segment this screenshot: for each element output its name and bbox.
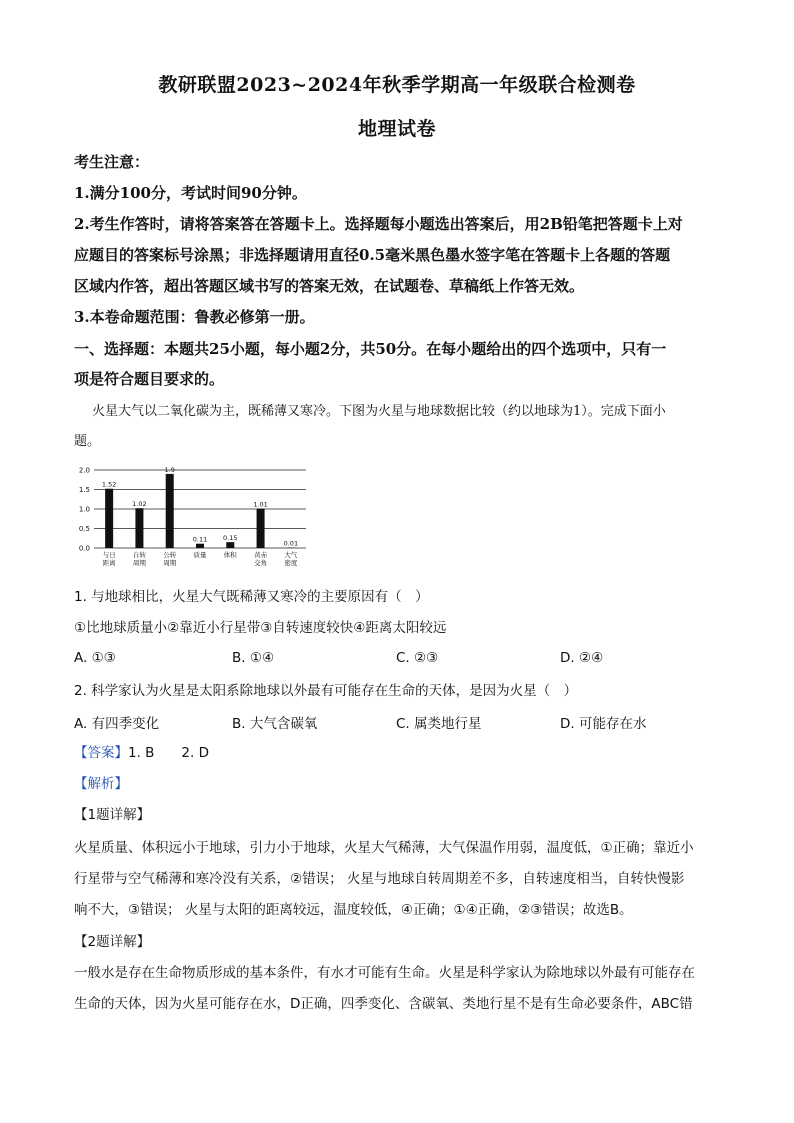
bar (166, 474, 174, 548)
question-2-stem: 2. 科学家认为火星是太阳系除地球以外最有可能存在生命的天体，是因为火星（ ） (74, 683, 578, 699)
bar-value-label: 1.01 (253, 500, 268, 509)
y-tick-label: 0.5 (78, 525, 90, 533)
answer-label: 【答案】 (74, 745, 128, 761)
passage-line-1: 火星大气以二氧化碳为主，既稀薄又寒冷。下图为火星与地球数据比较（约以地球为1）。完成下面小 (92, 404, 666, 419)
notice-item-2-line-2: 应题目的答案标号涂黑；非选择题请用直径0.5毫米黑色墨水签字笔在答题卡上各题的答题 (74, 246, 671, 264)
question-2-option-a: A. 有四季变化 (74, 716, 160, 732)
notice-item-2-line-3: 区域内作答，超出答题区域书写的答案无效，在试题卷、草稿纸上作答无效。 (74, 277, 585, 295)
bar-value-label: 0.15 (223, 534, 238, 543)
bar-value-label: 0.11 (192, 535, 208, 544)
bar-value-label: 0.01 (283, 539, 299, 548)
bar-value-label: 1.02 (132, 500, 147, 509)
notice-heading: 考生注意： (74, 153, 150, 171)
x-category-label: 质量 (193, 551, 207, 559)
x-category-label: 体积 (223, 551, 237, 559)
detail-1-heading: 【1题详解】 (74, 807, 151, 823)
bar (196, 544, 204, 548)
y-tick-label: 0.0 (78, 544, 90, 553)
answer-line (74, 743, 724, 763)
detail-1-line-3: 响不大，③错误； 火星与太阳的距离较远，温度较低，④正确；①④正确，②③错误；故选B。 (74, 902, 633, 918)
x-category-label: 交角 (254, 559, 268, 567)
x-category-label: 距离 (102, 559, 116, 567)
bar (105, 489, 113, 548)
x-category-label: 公转 (163, 551, 177, 559)
notice-item-1: 1.满分100分，考试时间90分钟。 (74, 184, 307, 202)
detail-2-line-2: 生命的天体，因为火星可能存在水，D正确，四季变化、含碳氧、类地行星不是有生命必要条件，ABC错 (74, 996, 693, 1012)
bar (226, 542, 234, 548)
detail-2-line-1: 一般水是存在生命物质形成的基本条件，有水才可能有生命。火星是科学家认为除地球以外最有可能存在 (74, 965, 695, 981)
x-category-label: 与日 (102, 551, 116, 559)
x-category-label: 大气 (284, 551, 298, 559)
question-1-option-b: B. ①④ (232, 650, 275, 666)
question-1-option-d: D. ②④ (560, 650, 604, 666)
x-category-label: 密度 (284, 559, 298, 567)
y-tick-label: 2.0 (78, 466, 90, 475)
exam-title: 教研联盟2023~2024年秋季学期高一年级联合检测卷 (158, 74, 636, 96)
section-heading-line-1: 一、选择题：本题共25小题，每小题2分，共50分。在每小题给出的四个选项中，只有一 (74, 340, 667, 358)
passage-line-2: 题。 (74, 434, 101, 449)
question-2-option-c: C. 属类地行星 (396, 716, 482, 732)
x-category-label: 周期 (163, 559, 177, 567)
x-category-label: 周期 (132, 559, 146, 567)
y-tick-label: 1.0 (78, 505, 90, 514)
question-1-stem: 1. 与地球相比，火星大气既稀薄又寒冷的主要原因有（ ） (74, 589, 429, 605)
question-1-option-c: C. ②③ (396, 650, 439, 666)
bar-value-label: 1.52 (101, 480, 117, 489)
detail-2-heading: 【2题详解】 (74, 934, 151, 950)
bar (135, 508, 143, 548)
question-1-option-a: A. ①③ (74, 650, 116, 666)
notice-item-3: 3.本卷命题范围：鲁教必修第一册。 (74, 308, 315, 326)
question-1-items: ①比地球质量小②靠近小行星带③自转速度较快④距离太阳较远 (74, 620, 447, 636)
bar-value-label: 1.9 (164, 465, 175, 474)
detail-1-line-2: 行星带与空气稀薄和寒冷没有关系，②错误； 火星与地球自转周期差不多，自转速度相当，自转快慢影 (74, 871, 685, 887)
mars-earth-bar-chart (70, 462, 310, 580)
detail-1-line-1: 火星质量、体积远小于地球，引力小于地球，火星大气稀薄，大气保温作用弱，温度低，①正确；靠近小 (74, 840, 694, 856)
analysis-label: 【解析】 (74, 776, 128, 792)
bar (257, 509, 265, 548)
y-tick-label: 1.5 (78, 486, 90, 494)
question-2-option-d: D. 可能存在水 (560, 716, 647, 732)
notice-item-2-line-1: 2.考生作答时，请将答案答在答题卡上。选择题每小题选出答案后，用2B铅笔把答题卡上对 (74, 215, 683, 233)
subject-title: 地理试卷 (357, 118, 436, 140)
answer-text: 1. B 2. D (128, 745, 209, 761)
x-category-label: 自转 (132, 551, 146, 559)
x-category-label: 黄赤 (254, 551, 268, 559)
section-heading-line-2: 项是符合题目要求的。 (74, 370, 225, 388)
question-2-option-b: B. 大气含碳氧 (232, 716, 318, 732)
